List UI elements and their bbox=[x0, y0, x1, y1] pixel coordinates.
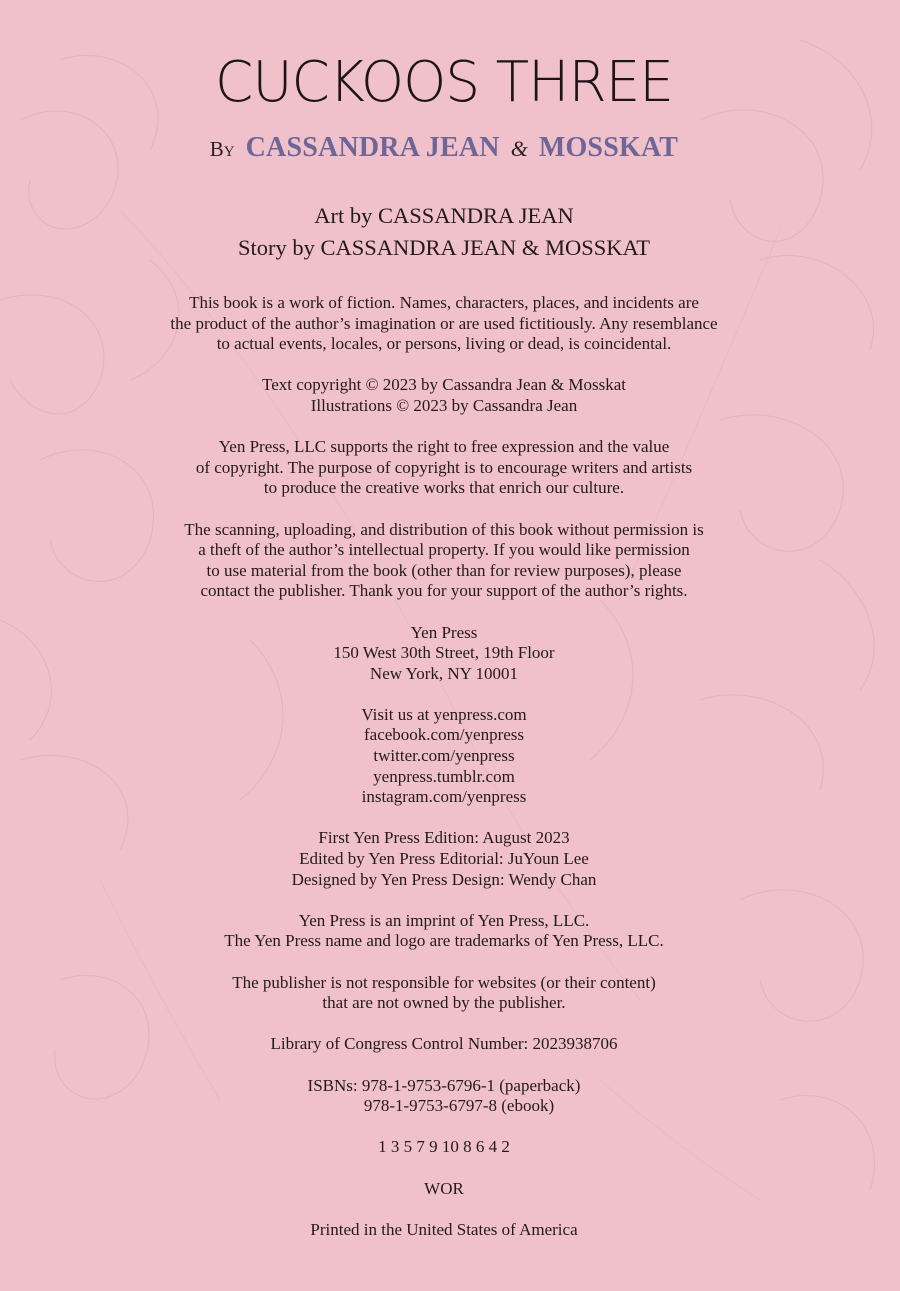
edition-date: First Yen Press Edition: August 2023 bbox=[318, 828, 570, 848]
by-label: By bbox=[209, 137, 235, 161]
loc-number bbox=[0, 1034, 888, 1055]
story-credit: Story by CASSANDRA JEAN & MOSSKAT bbox=[238, 235, 650, 260]
art-credit: Art by CASSANDRA JEAN bbox=[314, 203, 574, 228]
publisher-name: Yen Press bbox=[410, 622, 478, 642]
fiction-line: the product of the author’s imagination or are used fictitiously. Any resemblance bbox=[170, 313, 718, 333]
street-address: 150 West 30th Street, 19th Floor bbox=[333, 643, 555, 663]
fiction-notice bbox=[0, 293, 888, 355]
ampersand: & bbox=[510, 136, 528, 161]
scanning-line: to use material from the book (other than for review purposes), please bbox=[206, 560, 682, 580]
publisher-links bbox=[0, 705, 888, 808]
expression-line: of copyright. The purpose of copyright is to encourage writers and artists bbox=[195, 457, 693, 477]
scanning-line: a theft of the author’s intellectual property. If you would like permission bbox=[198, 540, 690, 560]
isbn-info bbox=[0, 1076, 888, 1117]
loc-line: Library of Congress Control Number: 2023938706 bbox=[270, 1034, 618, 1054]
printed-in bbox=[0, 1220, 888, 1241]
twitter-link: twitter.com/yenpress bbox=[373, 746, 515, 766]
byline bbox=[0, 130, 888, 167]
author-name-2: MOSSKAT bbox=[538, 132, 679, 163]
editor-credit: Edited by Yen Press Editorial: JuYoun Lee bbox=[299, 849, 589, 869]
instagram-link: instagram.com/yenpress bbox=[361, 787, 527, 807]
text-copyright: Text copyright © 2023 by Cassandra Jean & Mosskat bbox=[262, 375, 626, 395]
book-title: CUCKOOS THREE bbox=[214, 50, 673, 115]
tumblr-link: yenpress.tumblr.com bbox=[373, 766, 515, 786]
imprint-line: Yen Press is an imprint of Yen Press, LLC. bbox=[298, 910, 590, 930]
designer-credit: Designed by Yen Press Design: Wendy Chan bbox=[291, 869, 597, 889]
edition-info bbox=[0, 828, 888, 890]
trademark-line: The Yen Press name and logo are trademarks of Yen Press, LLC. bbox=[224, 931, 664, 951]
isbn-ebook: 978-1-9753-6797-8 (ebook) bbox=[363, 1096, 555, 1116]
publisher-address bbox=[0, 623, 888, 685]
scanning-line: contact the publisher. Thank you for your support of the author’s rights. bbox=[200, 581, 688, 601]
imprint-notice bbox=[0, 911, 888, 952]
printing-line bbox=[0, 1137, 888, 1158]
copyright-notice bbox=[0, 375, 888, 416]
isbn-paperback: ISBNs: 978-1-9753-6796-1 (paperback) bbox=[307, 1075, 581, 1095]
websites-line: that are not owned by the publisher. bbox=[322, 993, 566, 1013]
author-name-1: CASSANDRA JEAN bbox=[245, 132, 500, 163]
fiction-line: to actual events, locales, or persons, living or dead, is coincidental. bbox=[216, 334, 672, 354]
credits bbox=[0, 200, 888, 264]
fiction-line: This book is a work of fiction. Names, characters, places, and incidents are bbox=[189, 293, 699, 312]
websites-notice bbox=[0, 973, 888, 1014]
expression-line: Yen Press, LLC supports the right to free expression and the value bbox=[218, 437, 670, 457]
city-address: New York, NY 10001 bbox=[369, 663, 519, 683]
copyright-text bbox=[0, 293, 888, 1261]
websites-line: The publisher is not responsible for websites (or their content) bbox=[232, 972, 656, 992]
expression-line: to produce the creative works that enrich our culture. bbox=[263, 478, 625, 498]
printing-numbers: 1 3 5 7 9 10 8 6 4 2 bbox=[378, 1137, 510, 1157]
expression-notice bbox=[0, 437, 888, 499]
printer-code bbox=[0, 1179, 888, 1200]
printed-in-text: Printed in the United States of America bbox=[310, 1219, 578, 1239]
scanning-line: The scanning, uploading, and distribution of this book without permission is bbox=[184, 519, 704, 539]
illustrations-copyright: Illustrations © 2023 by Cassandra Jean bbox=[310, 395, 578, 415]
scanning-notice bbox=[0, 520, 888, 602]
printer-code-text: WOR bbox=[424, 1178, 464, 1198]
facebook-link: facebook.com/yenpress bbox=[363, 725, 525, 745]
website-link: Visit us at yenpress.com bbox=[361, 704, 527, 724]
